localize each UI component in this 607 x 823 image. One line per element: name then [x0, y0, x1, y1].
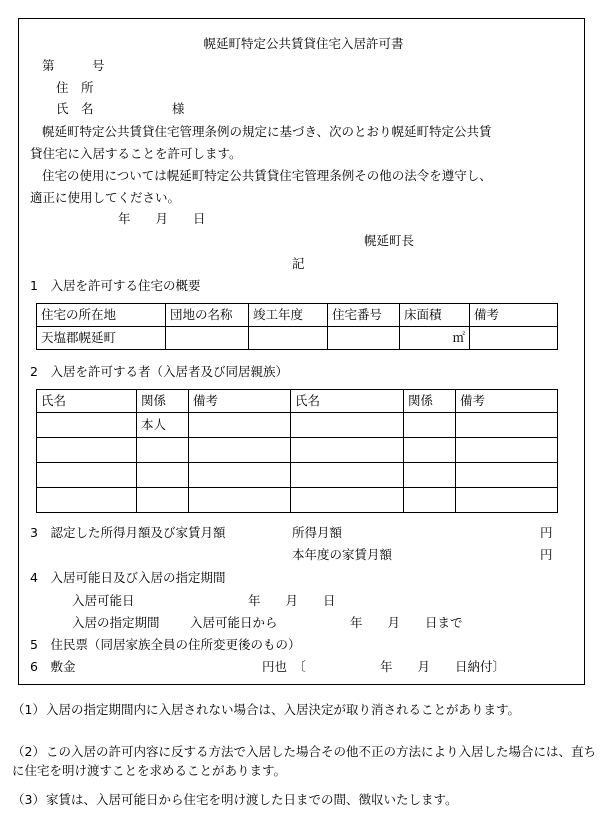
section-3-heading: 3 認定した所得月額及び家賃月額 [30, 525, 226, 540]
deposit-paid-date: 年 月 日納付〕 [380, 659, 506, 674]
table-row [37, 413, 558, 438]
body-paragraph-1-line-2: 貸住宅に入居することを許可します。 [30, 146, 242, 161]
period-date: 年 月 日まで [350, 615, 463, 630]
header-cell: 氏名 [37, 390, 137, 413]
header-cell: 関係 [137, 390, 189, 413]
relation-cell [404, 413, 456, 438]
rent-label: 本年度の家賃月額 [292, 547, 393, 562]
section-4-heading: 4 入居可能日及び入居の指定期間 [30, 570, 226, 585]
period-label: 入居の指定期間 [72, 615, 160, 630]
body-paragraph-2-line-1: 住宅の使用については幌延町特定公共賃貸住宅管理条例その他の法令を遵守し、 [42, 168, 492, 183]
header-cell: 備考 [470, 304, 558, 327]
relation-cell [137, 438, 189, 463]
remarks-cell [456, 488, 558, 513]
body-paragraph-2-line-2: 適正に使用してください。 [30, 190, 181, 205]
issuer: 幌延町長 [364, 233, 415, 248]
header-cell: 備考 [189, 390, 291, 413]
remarks-cell [189, 438, 291, 463]
header-cell: 住宅番号 [328, 304, 400, 327]
header-cell: 竣工年度 [249, 304, 328, 327]
income-label: 所得月額 [292, 525, 343, 540]
note-text: 入居の指定期間内に入居されない場合は、入居決定が取り消されることがあります。 [46, 702, 521, 717]
relation-cell [404, 463, 456, 488]
name-cell [291, 413, 404, 438]
table-row [37, 463, 558, 488]
table-row [37, 488, 558, 513]
header-cell: 床面積 [400, 304, 470, 327]
completion-year-cell [249, 327, 328, 350]
note-number: （1） [12, 702, 45, 717]
note-number: （2） [12, 744, 45, 759]
note-text: この入居の許可内容に反する方法で入居した場合その他不正の方法により入居した場合には、直ちに住宅を明け渡すことを求めることがあります。 [12, 744, 597, 778]
note-text: 家賃は、入居可能日から住宅を明け渡した日までの間、徴収いたします。 [46, 792, 458, 807]
name-cell [37, 488, 137, 513]
remarks-cell [456, 463, 558, 488]
remarks-cell [456, 438, 558, 463]
name-cell [37, 463, 137, 488]
table-row [37, 327, 558, 350]
relation-cell [404, 438, 456, 463]
floor-area-cell: ㎡ [400, 327, 470, 350]
relation-cell: 本人 [137, 413, 189, 438]
note-1 [12, 700, 597, 719]
document-title: 幌延町特定公共賃貸住宅入居許可書 [203, 36, 404, 51]
table-header-row [37, 304, 558, 327]
section-5-heading: 5 住民票（同居家族全員の住所変更後のもの） [30, 637, 301, 652]
housing-summary-table [36, 303, 558, 350]
available-date-label: 入居可能日 [72, 593, 135, 608]
relation-cell [137, 488, 189, 513]
header-cell: 関係 [404, 390, 456, 413]
header-cell: 団地の名称 [166, 304, 249, 327]
remarks-cell [189, 488, 291, 513]
note-3 [12, 790, 597, 809]
body-paragraph-1-line-1: 幌延町特定公共賃貸住宅管理条例の規定に基づき、次のとおり幌延町特定公共賃 [42, 124, 492, 139]
name-cell [291, 438, 404, 463]
section-2-heading: 2 入居を許可する者（入居者及び同居親族） [30, 364, 288, 379]
remarks-cell [189, 463, 291, 488]
issue-date: 年 月 日 [118, 211, 206, 226]
relation-cell [137, 463, 189, 488]
income-yen: 円 [540, 525, 553, 540]
honorific: 様 [172, 101, 185, 116]
period-text: 入居可能日から [190, 615, 278, 630]
rent-yen: 円 [540, 547, 553, 562]
note-number: （3） [12, 792, 45, 807]
header-cell: 氏名 [291, 390, 404, 413]
resident-table [36, 389, 558, 513]
address-label: 住 所 [56, 80, 94, 95]
table-row [37, 438, 558, 463]
complex-name-cell [166, 327, 249, 350]
available-date: 年 月 日 [248, 593, 336, 608]
location-cell: 天塩郡幌延町 [37, 327, 166, 350]
relation-cell [404, 488, 456, 513]
name-cell [37, 438, 137, 463]
section-1-heading: 1 入居を許可する住宅の概要 [30, 278, 201, 293]
number-label: 第 号 [42, 58, 105, 73]
table-header-row [37, 390, 558, 413]
remarks-cell [189, 413, 291, 438]
header-cell: 住宅の所在地 [37, 304, 166, 327]
remarks-cell [456, 413, 558, 438]
name-cell [291, 463, 404, 488]
name-label: 氏 名 [56, 101, 94, 116]
remarks-cell [470, 327, 558, 350]
ki-mark: 記 [292, 256, 305, 271]
note-2 [12, 742, 597, 780]
name-cell [291, 488, 404, 513]
deposit-amount: 円也 〔 [262, 659, 306, 674]
section-6-heading: 6 敷金 [30, 659, 76, 674]
house-number-cell [328, 327, 400, 350]
header-cell: 備考 [456, 390, 558, 413]
name-cell [37, 413, 137, 438]
